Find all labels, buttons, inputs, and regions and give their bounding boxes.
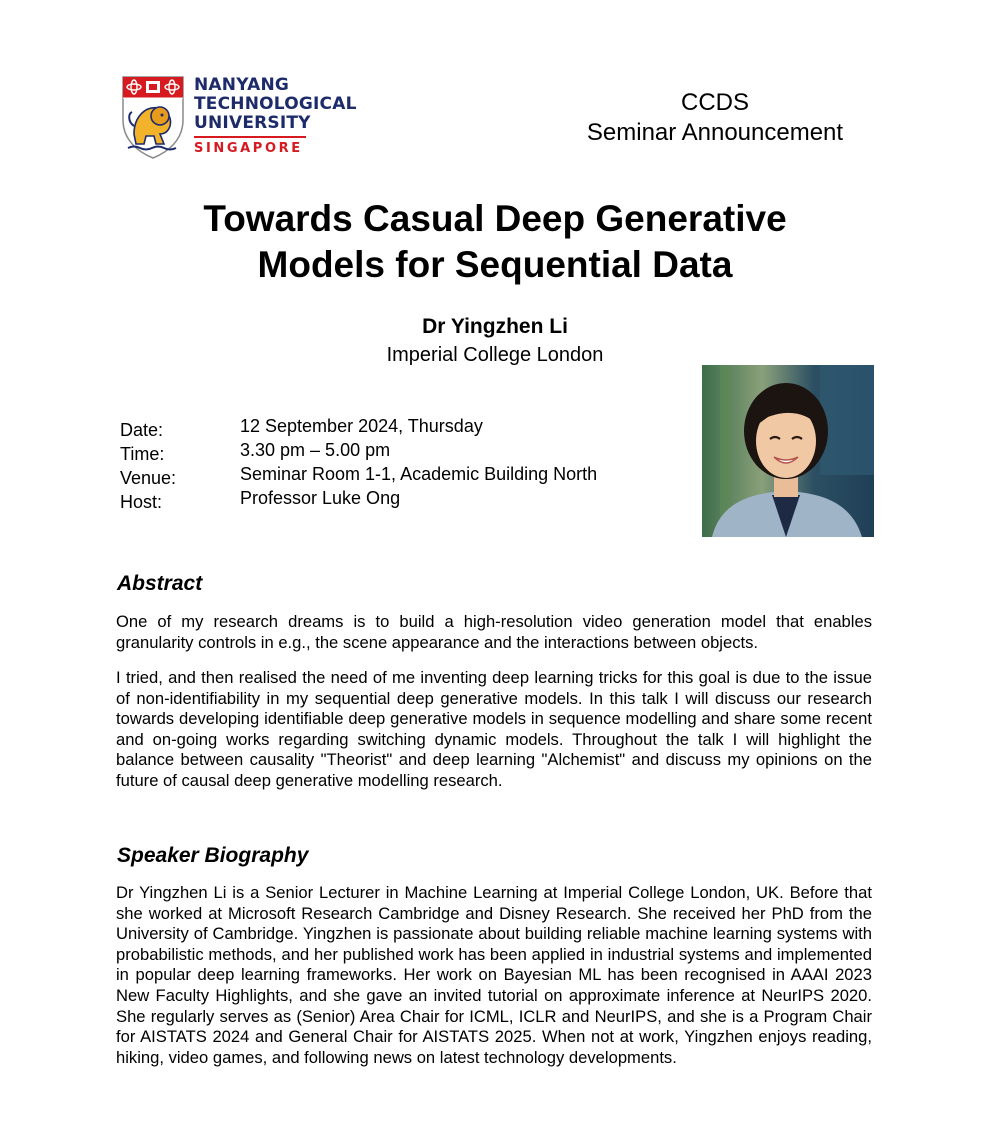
- page-title: [60, 196, 930, 288]
- detail-label: Date:: [120, 420, 164, 440]
- logo-text-nanyang: NANYANG: [194, 75, 290, 95]
- detail-value: 12 September 2024, Thursday: [240, 416, 483, 436]
- event-details: [120, 414, 680, 510]
- title-line-2: Models for Sequential Data: [257, 244, 733, 285]
- announcement-line-ccds: CCDS: [680, 89, 749, 116]
- detail-label: Time:: [120, 444, 165, 464]
- logo-divider: [194, 136, 306, 138]
- detail-row-host: [120, 486, 680, 510]
- biography-heading: Speaker Biography: [117, 844, 309, 867]
- detail-value: 3.30 pm – 5.00 pm: [240, 440, 391, 460]
- detail-value: Seminar Room 1-1, Academic Building North: [240, 464, 598, 484]
- title-line-1: Towards Casual Deep Generative: [203, 198, 787, 239]
- detail-label: Venue:: [120, 468, 177, 488]
- ntu-logo: [120, 74, 360, 160]
- detail-row-date: [120, 414, 680, 438]
- announcement-line-seminar: Seminar Announcement: [586, 119, 844, 146]
- logo-text-university: UNIVERSITY: [194, 113, 311, 133]
- speaker-photo: [702, 365, 874, 537]
- abstract-paragraph-2: I tried, and then realised the need of me inventing deep learning tricks for this goal is due to the issue of non-identifiability in my sequential deep generative models. In this talk I will discuss our research towards developing identifiable deep generative models in sequence modelling and share some recent and on-going works regarding switching dynamic models. Throughout the talk I will highlight the balance between causality "Theorist" and deep learning "Alchemist" and discuss my opinions on the future of causal deep generative modelling research.: [116, 668, 872, 790]
- logo-text-technological: TECHNOLOGICAL: [194, 94, 357, 114]
- detail-label: Host:: [120, 492, 163, 512]
- speaker-name: Dr Yingzhen Li: [422, 315, 568, 338]
- seminar-announcement-header: [560, 88, 870, 148]
- detail-row-venue: [120, 462, 680, 486]
- speaker-affiliation: Imperial College London: [386, 344, 604, 366]
- detail-row-time: [120, 438, 680, 462]
- ntu-crest-icon: [120, 74, 186, 160]
- abstract-heading: Abstract: [117, 572, 203, 595]
- abstract-paragraph-1: One of my research dreams is to build a high-resolution video generation model that enables granularity controls in e.g., the scene appearance and the interactions between objects.: [116, 612, 872, 652]
- detail-value: Professor Luke Ong: [240, 488, 401, 508]
- biography-paragraph: Dr Yingzhen Li is a Senior Lecturer in Machine Learning at Imperial College London, UK. Before that she worked at Microsoft Research Cambridge and Disney Research. She received her PhD from the University of Cambridge. Yingzhen is passionate about building reliable machine learning systems with probabilistic methods, and her published work has been applied in industrial systems and implemented in popular deep learning frameworks. Her work on Bayesian ML has been recognised in AAAI 2023 New Faculty Highlights, and she gave an invited tutorial on approximate inference at NeurIPS 2020. She regularly serves as (Senior) Area Chair for ICML, ICLR and NeurIPS, and she is a Program Chair for AISTATS 2024 and General Chair for AISTATS 2025. When not at work, Yingzhen enjoys reading, hiking, video games, and following news on latest technology developments.: [116, 883, 872, 1067]
- logo-text-singapore: SINGAPORE: [194, 141, 303, 156]
